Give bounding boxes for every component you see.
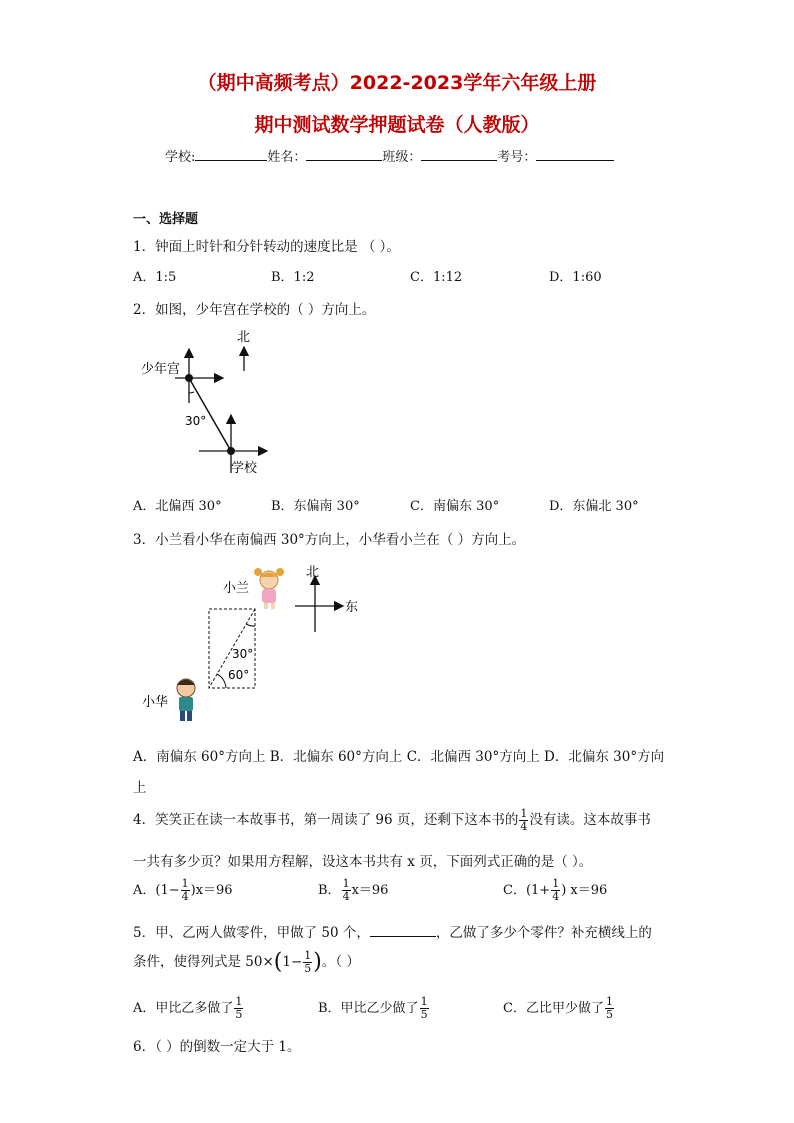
q1-option-c[interactable]: C．1:12 xyxy=(410,270,463,285)
q4-option-b[interactable] xyxy=(318,878,388,903)
q2-palace-label: 少年宫 xyxy=(141,362,181,377)
q3-boy-icon xyxy=(177,679,195,721)
school-label: 学校: xyxy=(165,150,196,165)
q4-optC-frac xyxy=(551,878,560,903)
q5-option-a[interactable] xyxy=(133,996,244,1021)
q5-line2-a: 条件，使得列式是 50× xyxy=(133,954,274,970)
q5-option-b[interactable] xyxy=(318,996,430,1021)
q5-option-c[interactable] xyxy=(503,996,615,1021)
q5-optB-text: B．甲比乙少做了 xyxy=(318,1001,419,1016)
question-2: 2．如图，少年宫在学校的（ ）方向上。 xyxy=(133,302,376,318)
title-line-1: （期中高频考点）2022-2023学年六年级上册 xyxy=(197,72,597,94)
q2-option-a[interactable]: A．北偏西 30° xyxy=(133,499,222,514)
q3-options-wrap: 上 xyxy=(133,780,147,796)
q4-optA-post: )x＝96 xyxy=(190,883,233,898)
q5-optA-num: 1 xyxy=(235,995,243,1008)
q5-line2-den: 5 xyxy=(304,962,312,975)
q3-girl-icon xyxy=(254,568,284,609)
q4-optC-pre: C．(1+ xyxy=(503,883,551,898)
section-heading: 一、选择题 xyxy=(133,212,199,227)
q5-paren-open: ( xyxy=(273,949,283,975)
class-label: 班级： xyxy=(382,150,422,165)
q2-school-point xyxy=(227,447,235,455)
q2-option-d[interactable]: D．东偏北 30° xyxy=(549,499,639,514)
q3-north-label: 北 xyxy=(306,565,320,580)
q5-line2-b: 。（ ） xyxy=(321,954,360,970)
q3-hua-label: 小华 xyxy=(142,695,169,710)
q4-line1-b: 没有读。这本故事书 xyxy=(529,812,651,828)
q3-angle-b: 60° xyxy=(228,668,250,682)
q5-optB-num: 1 xyxy=(420,995,428,1008)
q5-fill-blank[interactable] xyxy=(370,924,436,937)
question-5-line-1 xyxy=(133,921,652,941)
question-6: 6．（ ）的倒数一定大于 1。 xyxy=(133,1039,301,1055)
q3-lan-label: 小兰 xyxy=(223,581,250,596)
q4-optC-num: 1 xyxy=(552,877,560,890)
q3-arc-bottom xyxy=(217,674,226,688)
q2-angle-label: 30° xyxy=(185,414,207,428)
q4-frac-num: 1 xyxy=(520,807,528,820)
q5-optB-frac xyxy=(420,996,429,1021)
q2-option-c[interactable]: C．南偏东 30° xyxy=(410,499,500,514)
student-info-line xyxy=(165,146,614,165)
q5-line1-a: 5．甲、乙两人做零件，甲做了 50 个， xyxy=(133,925,370,941)
question-1: 1．钟面上时针和分针转动的速度比是 （ ）。 xyxy=(133,239,400,255)
q5-optA-den: 5 xyxy=(235,1008,243,1021)
q4-optA-frac xyxy=(181,878,190,903)
q4-optA-den: 4 xyxy=(181,890,189,903)
q5-line2-frac xyxy=(303,950,312,975)
title-line-2: 期中测试数学押题试卷（人教版） xyxy=(254,114,540,136)
q2-school-label: 学校 xyxy=(231,461,258,476)
q4-line1-a: 4．笑笑正在读一本故事书，第一周读了 96 页，还剩下这本书的 xyxy=(133,812,519,828)
q5-line2-inner: 1− xyxy=(282,954,303,970)
q2-option-b[interactable]: B．东偏南 30° xyxy=(271,499,360,514)
q1-option-b[interactable]: B．1:2 xyxy=(271,270,315,285)
q4-optB-num: 1 xyxy=(342,877,350,890)
q4-optB-pre: B． xyxy=(318,883,341,898)
q5-paren-close: ) xyxy=(313,949,322,975)
q3-direction-figure xyxy=(138,560,368,730)
q5-optC-text: C．乙比甲少做了 xyxy=(503,1001,604,1016)
id-blank[interactable] xyxy=(536,148,614,161)
q4-optA-pre: A．(1− xyxy=(133,883,180,898)
q5-optB-den: 5 xyxy=(420,1008,428,1021)
q4-option-c[interactable] xyxy=(503,878,607,903)
id-label: 考号： xyxy=(497,150,537,165)
q3-options[interactable]: A．南偏东 60°方向上 B．北偏东 60°方向上 C．北偏西 30°方向上 D．北偏东 30°方向 xyxy=(133,749,665,765)
class-blank[interactable] xyxy=(421,148,497,161)
q1-option-d[interactable]: D．1:60 xyxy=(549,270,602,285)
q5-optA-text: A．甲比乙多做了 xyxy=(133,1001,234,1016)
name-blank[interactable] xyxy=(306,148,382,161)
q4-optC-post: ) x＝96 xyxy=(561,883,608,898)
q4-optA-num: 1 xyxy=(181,877,189,890)
q2-palace-point xyxy=(185,374,193,382)
q2-direction-figure xyxy=(135,325,295,485)
q4-option-a[interactable] xyxy=(133,878,233,903)
q3-angle-a: 30° xyxy=(232,647,254,661)
q4-fraction xyxy=(519,808,528,833)
q1-option-a[interactable]: A．1:5 xyxy=(133,270,177,285)
q5-optC-num: 1 xyxy=(605,995,613,1008)
question-3: 3．小兰看小华在南偏西 30°方向上，小华看小兰在（ ）方向上。 xyxy=(133,532,526,548)
q5-line2-num: 1 xyxy=(304,949,312,962)
q3-east-label: 东 xyxy=(345,600,359,615)
name-label: 姓名： xyxy=(267,150,307,165)
q3-arc-top xyxy=(246,624,255,626)
question-5-line-2 xyxy=(133,950,360,975)
q2-north-label: 北 xyxy=(237,330,251,345)
q4-optB-post: x＝96 xyxy=(351,883,389,898)
q5-line1-b: ，乙做了多少个零件？补充横线上的 xyxy=(435,925,652,941)
question-4-line-1 xyxy=(133,808,651,833)
q2-angle-arc xyxy=(189,392,194,393)
q5-optA-frac xyxy=(234,996,243,1021)
question-4-line-2: 一共有多少页？如果用方程解，设这本书共有 x 页，下面列式正确的是（ ）。 xyxy=(133,854,593,870)
q4-optC-den: 4 xyxy=(552,890,560,903)
school-blank[interactable] xyxy=(195,148,267,161)
q4-optB-frac xyxy=(342,878,351,903)
q4-frac-den: 4 xyxy=(520,820,528,833)
q5-optC-den: 5 xyxy=(605,1008,613,1021)
q5-optC-frac xyxy=(605,996,614,1021)
q4-optB-den: 4 xyxy=(342,890,350,903)
